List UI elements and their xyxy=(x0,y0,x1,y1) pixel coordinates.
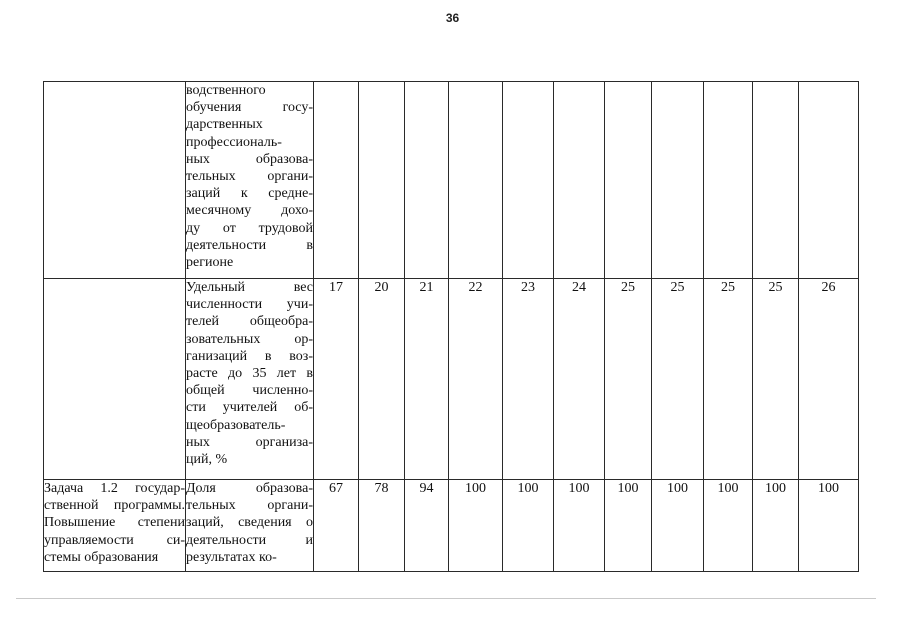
value-cell xyxy=(449,82,503,279)
value-cell: 100 xyxy=(799,480,859,572)
indicator-cell-line: общей численно- xyxy=(186,383,313,399)
indicator-cell-line: водственного xyxy=(186,83,266,98)
task-cell-line: ственной программы. xyxy=(44,498,185,514)
table-row xyxy=(44,82,859,279)
value-cell: 25 xyxy=(652,279,704,480)
value-cell xyxy=(314,82,359,279)
indicator-cell-line: тельных органи- xyxy=(186,169,313,185)
indicator-cell-line: ду от трудовой xyxy=(186,220,313,236)
value-cell xyxy=(554,82,605,279)
value-cell: 25 xyxy=(753,279,799,480)
task-cell-line: Повышение степени xyxy=(44,515,185,531)
value-cell: 25 xyxy=(704,279,753,480)
value-cell: 100 xyxy=(753,480,799,572)
indicator-cell-line: ций, % xyxy=(186,452,228,468)
value-cell xyxy=(503,82,554,279)
indicator-cell-line: зовательных ор- xyxy=(186,331,313,347)
indicator-cell xyxy=(186,279,314,480)
indicator-cell-line: результатах ко- xyxy=(186,549,277,565)
value-cell: 26 xyxy=(799,279,859,480)
value-cell xyxy=(605,82,652,279)
value-cell xyxy=(405,82,449,279)
indicator-cell-line: Доля образова- xyxy=(186,481,313,496)
value-cell: 67 xyxy=(314,480,359,572)
indicator-cell xyxy=(186,82,314,279)
value-cell: 100 xyxy=(652,480,704,572)
task-cell xyxy=(44,480,186,572)
indicator-cell-line: тельных органи- xyxy=(186,498,313,514)
indicator-cell-line: регионе xyxy=(186,255,234,271)
indicator-cell-line: профессиональ- xyxy=(186,134,282,150)
value-cell: 94 xyxy=(405,480,449,572)
table-row xyxy=(44,480,859,572)
indicator-cell-line: сти учителей об- xyxy=(186,400,313,416)
indicator-cell-line: месячному дохо- xyxy=(186,203,313,219)
indicator-cell-line: заций, сведения о xyxy=(186,515,313,531)
indicator-cell-line: ганизаций в воз- xyxy=(186,348,313,364)
indicator-cell-line: ных организа- xyxy=(186,434,313,450)
value-cell xyxy=(799,82,859,279)
indicator-cell-line: заций к средне- xyxy=(186,186,313,202)
indicator-cell-line: щеобразователь- xyxy=(186,417,286,433)
value-cell: 23 xyxy=(503,279,554,480)
indicator-cell-line: телей общеобра- xyxy=(186,314,313,330)
value-cell: 100 xyxy=(449,480,503,572)
value-cell: 78 xyxy=(359,480,405,572)
page-bottom-rule xyxy=(16,598,876,599)
indicator-cell-line: ных образова- xyxy=(186,151,313,167)
value-cell: 20 xyxy=(359,279,405,480)
value-cell: 100 xyxy=(704,480,753,572)
value-cell: 100 xyxy=(605,480,652,572)
task-cell-line: стемы образования xyxy=(44,549,159,565)
value-cell: 25 xyxy=(605,279,652,480)
task-cell xyxy=(44,82,186,279)
value-cell: 100 xyxy=(554,480,605,572)
task-cell-line: Задача 1.2 государ- xyxy=(44,481,185,496)
value-cell: 21 xyxy=(405,279,449,480)
value-cell xyxy=(652,82,704,279)
value-cell xyxy=(359,82,405,279)
indicator-cell-line: численности учи- xyxy=(186,297,313,313)
task-cell xyxy=(44,279,186,480)
value-cell: 24 xyxy=(554,279,605,480)
value-cell: 17 xyxy=(314,279,359,480)
task-cell-line: управляемости си- xyxy=(44,532,185,548)
indicators-table xyxy=(43,81,859,572)
value-cell: 100 xyxy=(503,480,554,572)
indicator-cell-line: деятельности в xyxy=(186,237,313,253)
table-row xyxy=(44,279,859,480)
indicator-cell-line: деятельности и xyxy=(186,532,313,548)
indicator-cell-line: дарственных xyxy=(186,117,263,133)
value-cell xyxy=(753,82,799,279)
indicator-cell-line: обучения госу- xyxy=(186,100,313,116)
indicator-cell-line: Удельный вес xyxy=(186,280,313,295)
indicator-cell xyxy=(186,480,314,572)
value-cell xyxy=(704,82,753,279)
page-number: 36 xyxy=(445,11,460,25)
value-cell: 22 xyxy=(449,279,503,480)
indicator-cell-line: расте до 35 лет в xyxy=(186,366,313,382)
